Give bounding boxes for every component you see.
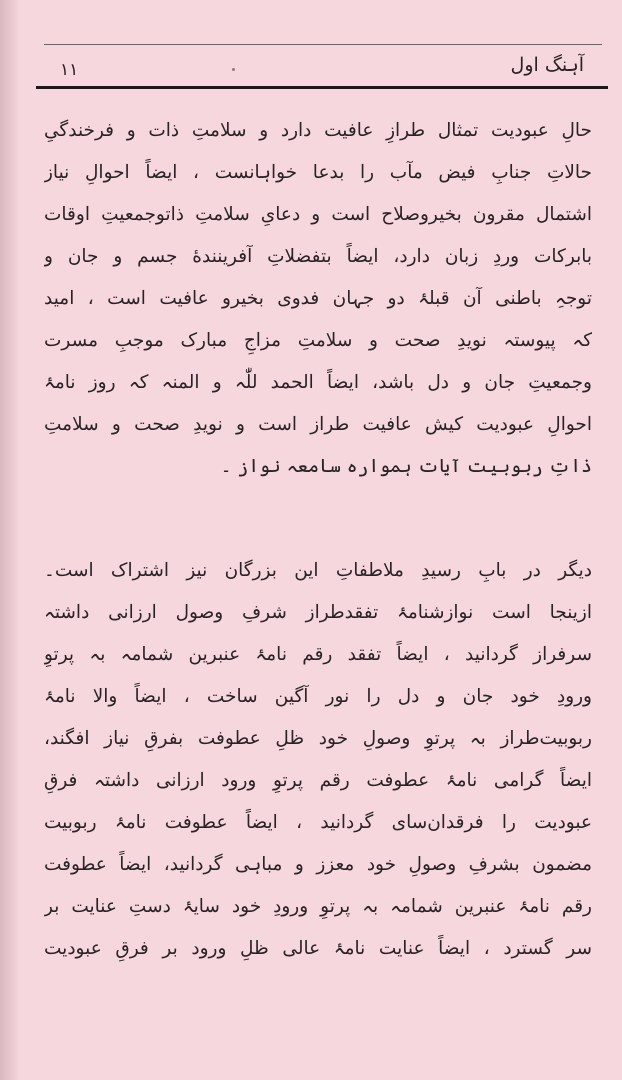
text-line: رقم نامۂ عنبرین شمامہ بہ پرتوِ ورودِ خود سایۂ دستِ عنایت بر [44, 896, 592, 917]
text-line: کہ پیوستہ نویدِ صحت و سلامتِ مزاجِ مبارک موجبِ مسرت [44, 330, 592, 351]
paragraph-1 [44, 110, 592, 488]
text-line: حالِ عبودیت تمثال طرازِ عافیت دارد و سلامتِ ذات و فرخندگیِ [44, 120, 592, 141]
text-line: بابرکات وردِ زبان دارد، ایضاً بتفضلاتِ آفرینندهٔ جسم و جان و [44, 246, 592, 267]
page-edge [0, 0, 18, 1080]
paragraph-2 [44, 550, 592, 970]
text-line: حالاتِ جنابِ فیض مآب را بدعا خواہانست ، ایضاً احوالِ نیاز [44, 162, 592, 183]
text-line: توجہِ باطنی آن قبلۂ دو جہان فدوی بخیرو عافیت است ، امید [44, 288, 592, 309]
text-line: سرفراز گردانید ، ایضاً تفقد رقم نامۂ عنبرین شمامہ بہ پرتوِ [44, 644, 592, 665]
page-header [36, 44, 602, 88]
text-line: دیگر در بابِ رسیدِ ملاطفاتِ این بزرگان نیز اشتراک است۔ [44, 560, 592, 581]
header-rule [36, 86, 608, 89]
running-title: آہنگ اول [510, 54, 584, 76]
text-line: عبودیت را فرقدان‌سای گردانید ، ایضاً عطوفت نامۂ ربوبیت [44, 812, 592, 833]
text-line: ربوبیت‌طراز بہ پرتوِ وصولِ خود ظلِ عطوفت بفرقِ نیاز افگند، [44, 728, 592, 749]
ink-speck [232, 68, 235, 71]
text-line: وجمعیتِ جان و دل باشد، ایضاً الحمد للّٰہ و المنہ کہ روز نامۂ [44, 372, 592, 393]
text-line: مضمون بشرفِ وصولِ خود معزز و مباہی گردانید، ایضاً عطوفت [44, 854, 592, 875]
text-line: ازینجا است نوازشنامۂ تفقدطراز شرفِ وصول ارزانی داشتہ [44, 602, 592, 623]
text-line-last: ذاتِ ربوبیت آیات ہموارہ سامعہ نواز ۔ [220, 456, 592, 477]
text-line: احوالِ عبودیت کیش عافیت طراز است و نویدِ صحت و سلامتِ [44, 414, 592, 435]
text-line: ورودِ خود جان و دل را نور آگین ساخت ، ایضاً والا نامۂ [44, 686, 592, 707]
page-number: ۱۱ [60, 60, 79, 80]
text-line: سر گسترد ، ایضاً عنایت نامۂ عالی ظلِ ورود بر فرقِ عبودیت [44, 938, 592, 959]
text-line: ایضاً گرامی نامۂ عطوفت رقم پرتوِ ورود ارزانی داشتہ فرقِ [44, 770, 592, 791]
text-line: اشتمال مقرون بخیروصلاح است و دعایِ سلامتِ ذاتوجمعیتِ اوقات [44, 204, 592, 225]
